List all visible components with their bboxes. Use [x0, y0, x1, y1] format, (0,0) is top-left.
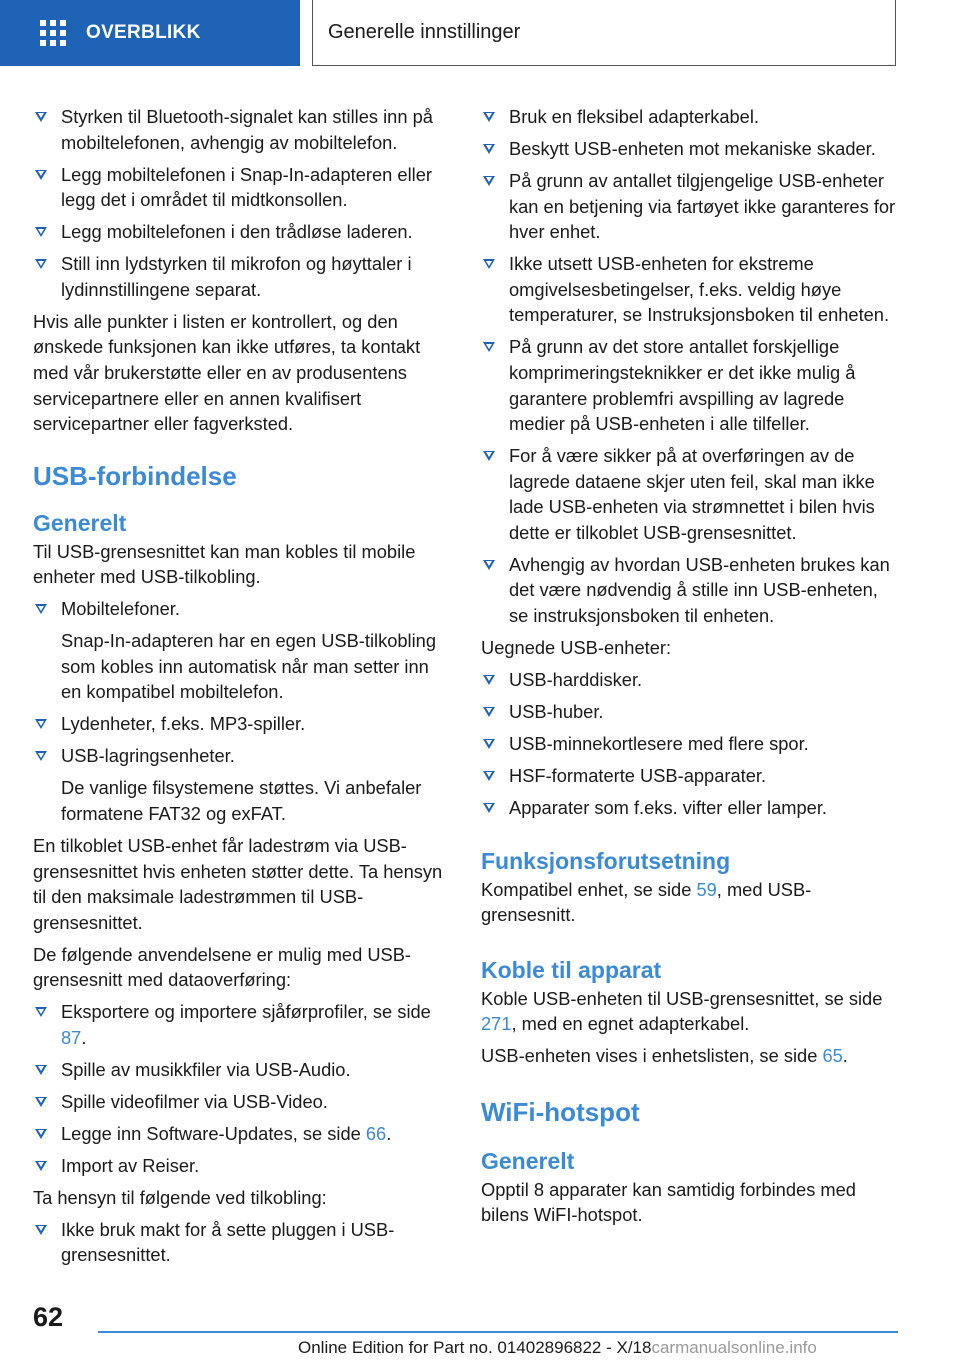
subheading-koble-til-apparat: Koble til apparat: [481, 956, 662, 983]
triangle-bullet-icon: [483, 771, 495, 781]
list-item: Spille av musikkfiler via USB-Audio.: [33, 1057, 445, 1083]
paragraph: De følgende anvendelsene er mulig med USB-grensesnitt med dataoverføring:: [33, 943, 412, 991]
paragraph: Til USB-grensesnittet kan man kobles til mobile enheter med USB-tilkobling.: [33, 540, 416, 588]
section-heading-wifi: WiFi-hotspot: [481, 1096, 640, 1127]
triangle-bullet-icon: [483, 675, 495, 685]
triangle-bullet-icon: [483, 451, 495, 461]
list-item: USB-harddisker.: [481, 667, 896, 693]
list-item: Ikke bruk makt for å sette pluggen i USB-grensesnittet.: [33, 1217, 445, 1268]
footer-watermark: carmanualsonline.info: [651, 1338, 817, 1357]
usb-device-list: [33, 596, 445, 826]
paragraph: Koble USB-enheten til USB-grensesnittet, se side 271, med en egnet adapterkabel.: [481, 987, 883, 1035]
paragraph: Ta hensyn til følgende ved tilkobling:: [33, 1186, 327, 1208]
paragraph: Uegnede USB-enheter:: [481, 637, 672, 659]
list-item: Legg mobiltelefonen i den trådløse laderen.: [33, 219, 445, 245]
footer-divider: [98, 1331, 898, 1333]
section-heading-usb: USB-forbindelse: [33, 460, 237, 491]
page-link-271[interactable]: 271: [481, 1013, 512, 1035]
paragraph: En tilkoblet USB-enhet får ladestrøm via USB-grensesnittet hvis enheten støtter dette. Ta hensyn til den maksimale ladestrømmen til USB-grensesnittet.: [33, 834, 443, 933]
page-link-66[interactable]: 66: [365, 1122, 387, 1144]
list-item: På grunn av det store antallet forskjellige komprimeringsteknikker er det ikke mulig å garantere problemfri avspilling av lagrede medier på USB-enheten i alle tilfeller.: [481, 334, 896, 436]
paragraph: Opptil 8 apparater kan samtidig forbindes med bilens WiFI-hotspot.: [481, 1178, 856, 1226]
list-item: Still inn lydstyrken til mikrofon og høyttaler i lydinnstillingene separat.: [33, 251, 445, 302]
triangle-bullet-icon: [483, 144, 495, 154]
triangle-bullet-icon: [483, 739, 495, 749]
triangle-bullet-icon: [35, 112, 47, 122]
list-item: USB-huber.: [481, 699, 896, 725]
triangle-bullet-icon: [35, 259, 47, 269]
list-item: For å være sikker på at overføringen av de lagrede dataene skjer uten feil, skal man ikke lade USB-enheten via strømnettet i bilen hvis dette er tilkoblet USB-grensesnittet.: [481, 443, 896, 545]
list-item: Eksportere og importere sjåførprofiler, se side 87.: [33, 999, 445, 1050]
triangle-bullet-icon: [483, 560, 495, 570]
triangle-bullet-icon: [483, 342, 495, 352]
triangle-bullet-icon: [483, 176, 495, 186]
page-link-59[interactable]: 59: [696, 878, 717, 900]
footer-edition: Online Edition for Part no. 01402896822 - X/18carmanualsonline.info: [298, 1338, 817, 1357]
triangle-bullet-icon: [35, 1065, 47, 1075]
unsuitable-devices-list: [481, 667, 896, 821]
list-item: Apparater som f.eks. vifter eller lamper.: [481, 795, 896, 821]
overview-tab[interactable]: [0, 0, 300, 66]
triangle-bullet-icon: [483, 112, 495, 122]
triangle-bullet-icon: [483, 259, 495, 269]
bluetooth-tips-list: [33, 104, 445, 302]
paragraph: Hvis alle punkter i listen er kontrollert, og den ønskede funksjonen kan ikke utføres, ta kontakt med vår brukerstøtte eller en av produsentens servicepartnere eller en annen kvalifisert servicepartner eller fagverksted.: [33, 310, 421, 435]
grid-menu-icon: [40, 20, 66, 46]
triangle-bullet-icon: [35, 1225, 47, 1235]
list-item: Avhengig av hvordan USB-enheten brukes kan det være nødvendig å stille inn USB-enheten, se instruksjonsboken til enheten.: [481, 552, 896, 629]
usb-handling-list: [481, 104, 896, 629]
triangle-bullet-icon: [35, 604, 47, 614]
subheading-generelt: Generelt: [481, 1147, 575, 1174]
list-item: Spille videofilmer via USB-Video.: [33, 1089, 445, 1115]
list-item: USB-minnekortlesere med flere spor.: [481, 731, 896, 757]
triangle-bullet-icon: [35, 751, 47, 761]
list-item: USB-lagringsenheter. De vanlige filsystemene støttes. Vi anbefaler formatene FAT32 og exFAT.: [33, 743, 445, 826]
triangle-bullet-icon: [35, 170, 47, 180]
page-number: 62: [33, 1302, 64, 1332]
triangle-bullet-icon: [35, 719, 47, 729]
paragraph: USB-enheten vises i enhetslisten, se side 65.: [481, 1045, 848, 1067]
list-item: Import av Reiser.: [33, 1153, 445, 1179]
triangle-bullet-icon: [35, 227, 47, 237]
triangle-bullet-icon: [35, 1161, 47, 1171]
subheading-generelt: Generelt: [33, 509, 127, 536]
page-link-65[interactable]: 65: [822, 1045, 843, 1067]
list-item: Legge inn Software-Updates, se side 66.: [33, 1121, 445, 1147]
triangle-bullet-icon: [35, 1007, 47, 1017]
page-link-87[interactable]: 87: [61, 1026, 82, 1048]
triangle-bullet-icon: [483, 707, 495, 717]
list-item: Legg mobiltelefonen i Snap-In-adapteren eller legg det i området til midtkonsollen.: [33, 162, 445, 213]
right-column: [481, 104, 896, 1234]
triangle-bullet-icon: [483, 803, 495, 813]
overview-tab-label: OVERBLIKK: [86, 22, 201, 43]
left-column: [33, 104, 445, 1274]
paragraph: Kompatibel enhet, se side 59, med USB-grensesnitt.: [481, 878, 812, 926]
list-item: Bruk en fleksibel adapterkabel.: [481, 104, 896, 130]
connection-tips-list: [33, 1217, 445, 1268]
list-item: Beskytt USB-enheten mot mekaniske skader.: [481, 136, 896, 162]
list-item: Mobiltelefoner. Snap-In-adapteren har en egen USB-tilkobling som kobles inn automatisk når man setter inn en kompatibel mobiltelefon.: [33, 596, 445, 705]
list-item: HSF-formaterte USB-apparater.: [481, 763, 896, 789]
usb-applications-list: [33, 999, 445, 1178]
section-title: Generelle innstillinger: [328, 21, 521, 43]
triangle-bullet-icon: [35, 1097, 47, 1107]
section-title-tab[interactable]: [312, 0, 896, 66]
subheading-funksjonsforutsetning: Funksjonsforutsetning: [481, 847, 731, 874]
list-item: Lydenheter, f.eks. MP3-spiller.: [33, 711, 445, 737]
list-item: Ikke utsett USB-enheten for ekstreme omgivelsesbetingelser, f.eks. veldig høye temperaturer, se Instruksjonsboken til enheten.: [481, 251, 896, 328]
list-item: På grunn av antallet tilgjengelige USB-enheter kan en betjening via fartøyet ikke garanteres for hver enhet.: [481, 168, 896, 245]
list-item: Styrken til Bluetooth-signalet kan stilles inn på mobiltelefonen, avhengig av mobiltelefon.: [33, 104, 445, 155]
triangle-bullet-icon: [35, 1129, 47, 1139]
